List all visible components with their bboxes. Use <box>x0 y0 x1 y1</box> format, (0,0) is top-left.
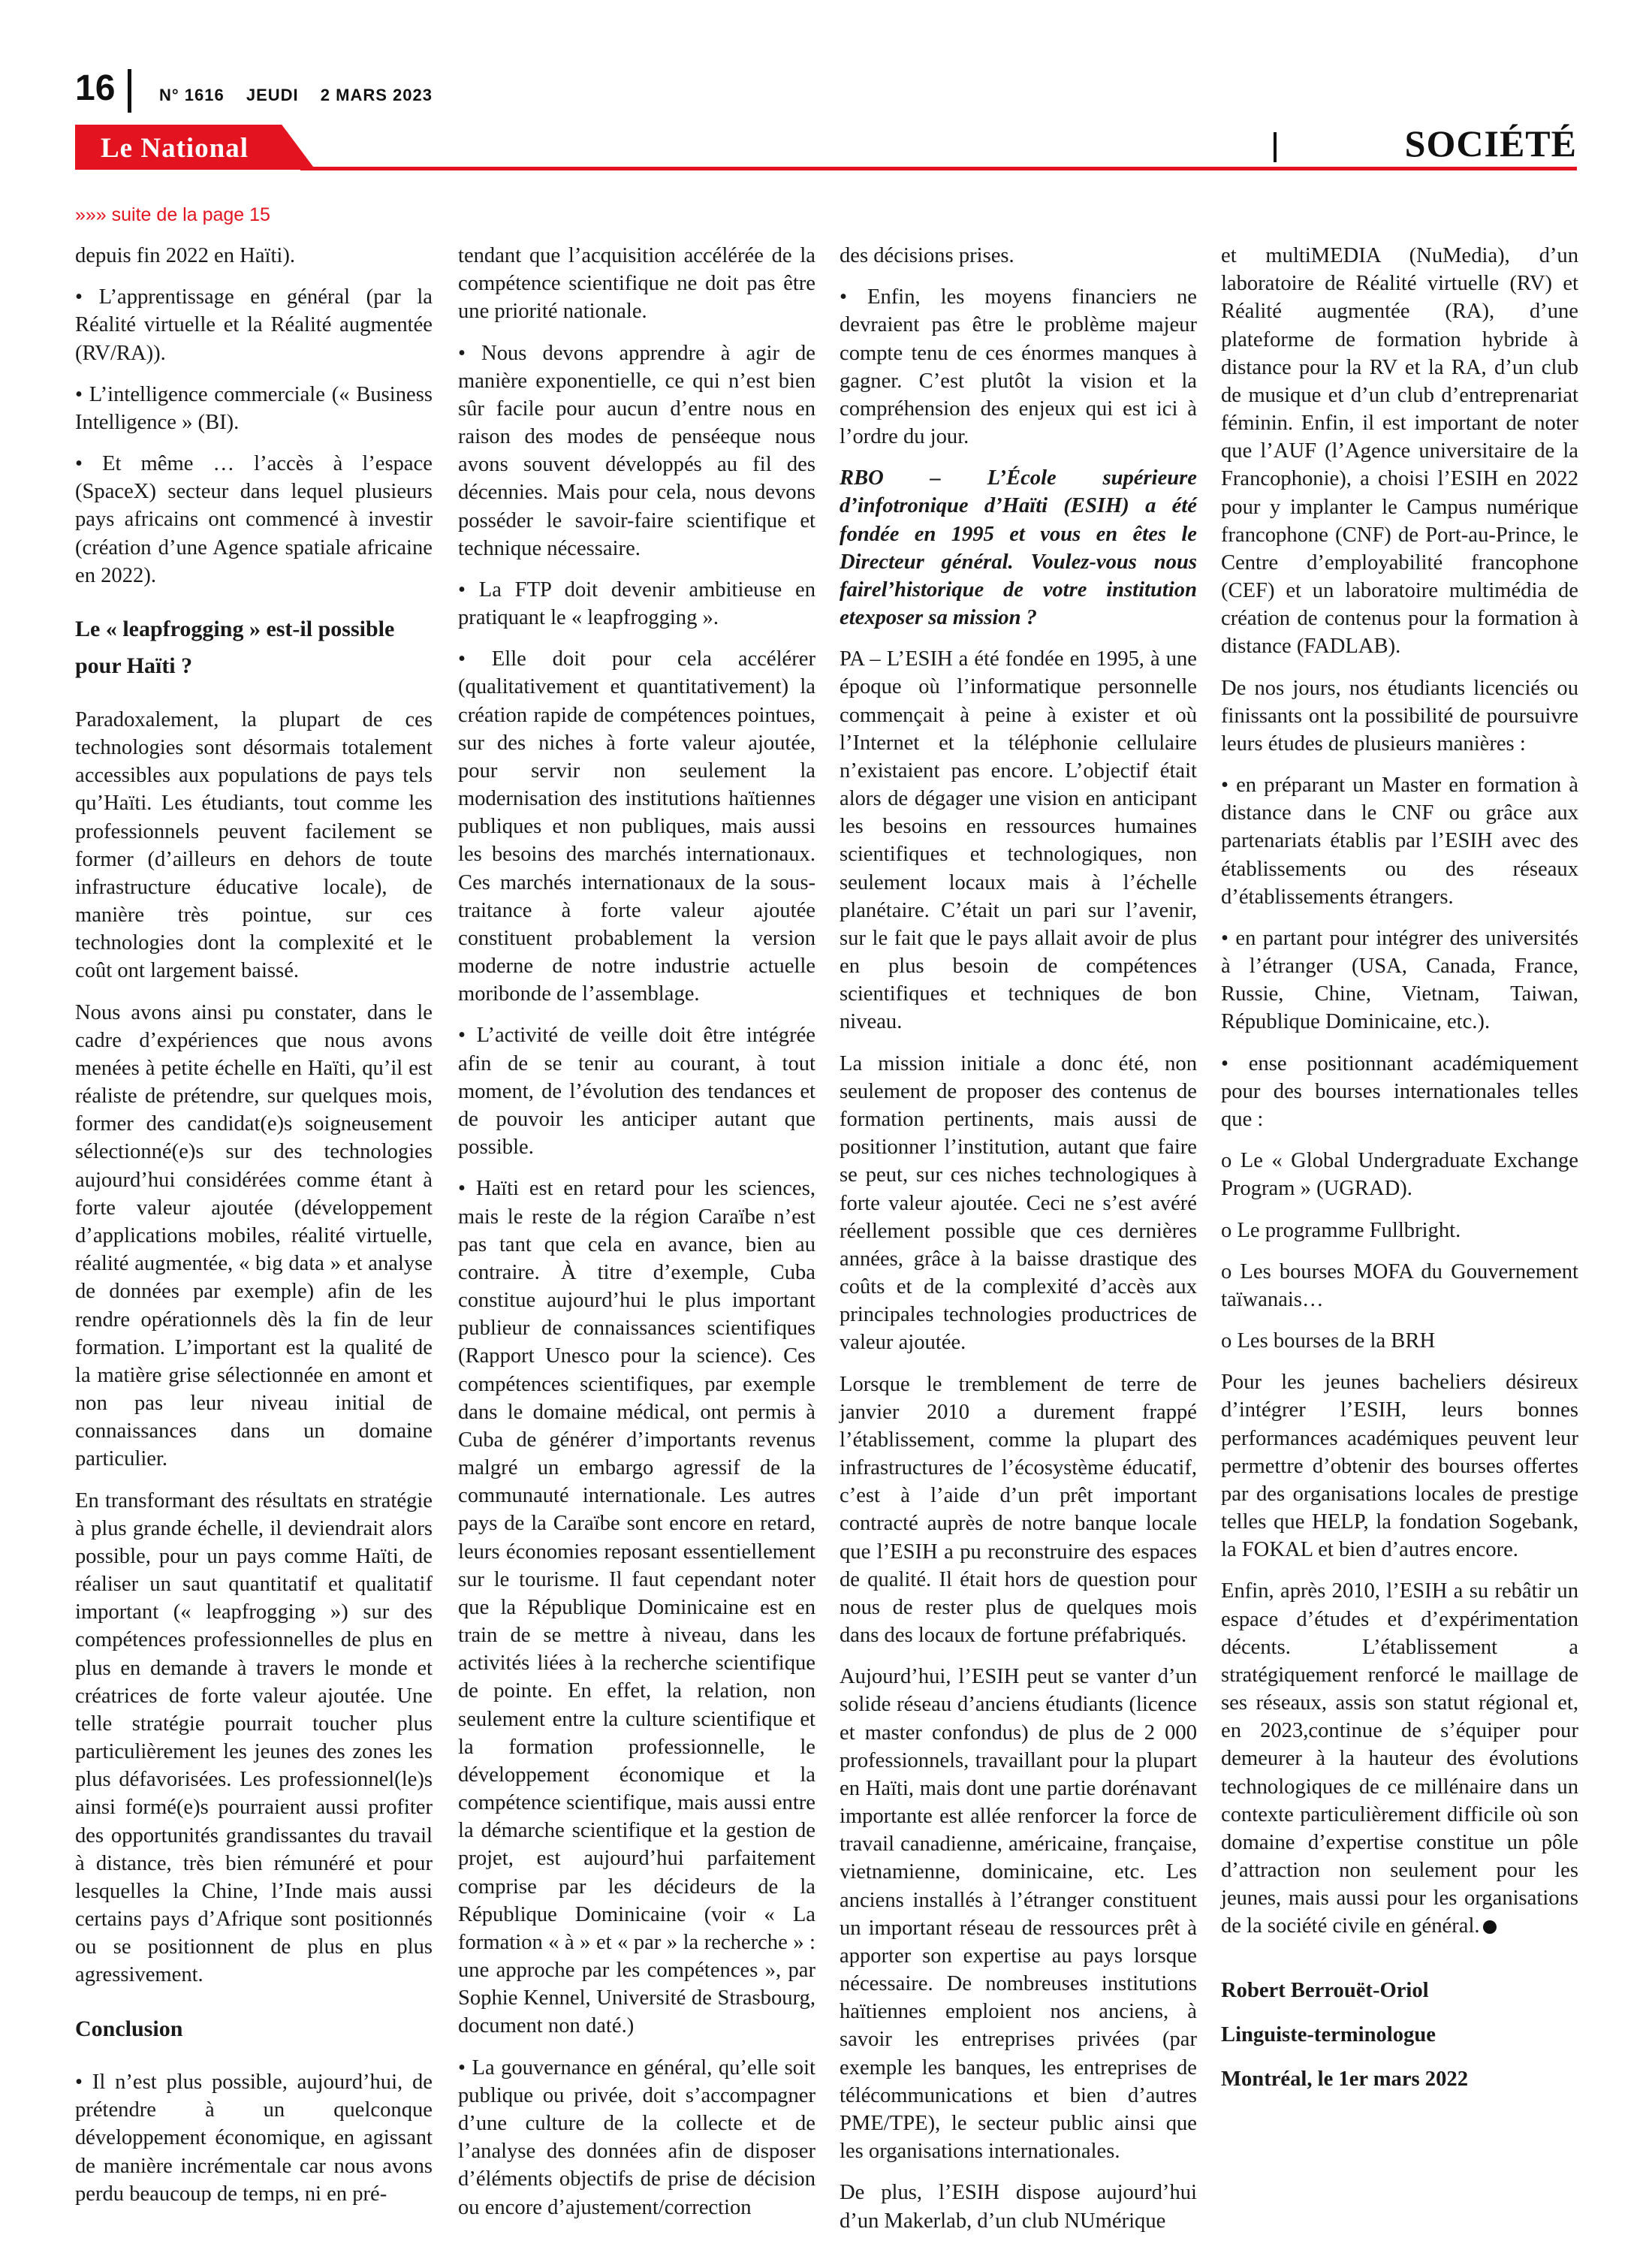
bullet-item: • L’apprentissage en général (par la Réalité virtuelle et la Réalité augmentée (RV/RA)). <box>75 285 433 365</box>
bullet-item: • L’intelligence commerciale (« Business Intelligence » (BI). <box>75 382 433 434</box>
article-column-2 <box>458 242 815 2235</box>
bullet-item: • Haïti est en retard pour les sciences, mais le reste de la région Caraïbe n’est pas tant que cela en avance, bien au contraire. À titre d’exemple, Cuba constitue aujourd’hui le plus important publieur de connaissances scientifiques (Rapport Unesco pour la science). Ces compétences scientifiques, par exemple dans le domaine médical, ont permis à Cuba de générer d’importants revenus malgré un embargo agressif de la communauté internationale. Les autres pays de la Caraïbe sont encore en retard, leurs économies reposant essentiellement sur le tourisme. Il faut cependant noter que la République Dominicaine est en train de se mettre à niveau, dans les activités liées à la recherche scientifique de pointe. En effet, la relation, non seulement entre la culture scientifique et la formation professionnelle, le développement économique et la compétence scientifique, mais aussi entre la démarche scientifique et la gestion de projet, est aujourd’hui parfaitement comprise par les décideurs de la République Dominicaine (voir « La formation « à » et « par » la recherche » : une approche par les compétences », par Sophie Kennel, Université de Strasbourg, document non daté.) <box>458 1177 815 2038</box>
paragraph: tendant que l’acquisition accélérée de la compétence scientifique ne doit pas être une priorité nationale. <box>458 244 815 324</box>
paragraph: De plus, l’ESIH dispose aujourd’hui d’un Makerlab, d’un club NUmérique <box>840 2181 1197 2233</box>
issue-number: N° 1616 <box>159 86 225 104</box>
paragraph: Paradoxalement, la plupart de ces technologies sont désormais totalement accessibles aux populations de pays tels qu’Haïti. Les étudiants, tout comme les professionnels peuvent facilement se former (d’ailleurs en dehors de toute infrastructure éducative locale), de manière très pointue, sur ces technologies dont la complexité et le coût ont largement baissé. <box>75 707 433 983</box>
bullet-item: • Enfin, les moyens financiers ne devraient pas être le problème majeur compte tenu de ces énormes manques à gagner. C’est plutôt la vision et la compréhension des enjeux qui est ici à l’ordre du jour. <box>840 285 1197 449</box>
bullet-item: • La gouvernance en général, qu’elle soit publique ou privée, doit s’accompagner d’une culture de la collecte et de l’analyse des données afin de disposer d’éléments objectifs de prise de décision ou encore d’ajustement/correction <box>458 2055 815 2219</box>
paragraph: des décisions prises. <box>840 244 1014 267</box>
bullet-item: • ense positionnant académiquement pour des bourses internationales telles que : <box>1221 1051 1578 1131</box>
paragraph <box>1221 1577 1578 1940</box>
bullet-item: • Et même … l’accès à l’espace (SpaceX) secteur dans lequel plusieurs pays africains ont commencé à investir (création d’une Agence spatiale africaine en 2022). <box>75 452 433 587</box>
section-title: SOCIÉTÉ <box>1404 122 1577 164</box>
subheading-conclusion: Conclusion <box>75 2016 183 2041</box>
section-divider <box>1274 132 1277 162</box>
dateline: Montréal, le 1er mars 2022 <box>1221 2067 1468 2091</box>
author-name: Robert Berrouët-Oriol <box>1221 1978 1429 2002</box>
paragraph: Nous avons ainsi pu constater, dans le cadre d’expériences que nous avons menées à petite échelle en Haïti, qu’il est réaliste de prétendre, sur quelques mois, former des candidat(e)s soigneusement sélectionné(e)s sur des technologies aujourd’hui considérées comme étant à forte valeur ajoutée (développement d’applications mobiles, réalité virtuelle, réalité augmentée, « big data » et analyse de données par exemple) afin de les rendre opérationnels dès la fin de leur formation. L’important est la qualité de la matière grise sélectionnée en amont et non pas leur niveau initial de connaissances dans un domaine particulier. <box>75 1000 433 1471</box>
issue-day: JEUDI <box>246 86 299 104</box>
bullet-item: • Elle doit pour cela accélérer (qualitativement et quantitativement) la création rapide de compétences pointues, sur des niches à forte valeur ajoutée, pour servir non seulement la modernisation des institutions haïtiennes publiques et non publiques, mais aussi les besoins des marchés internationaux. Ces marchés internationaux de la sous-traitance à forte valeur ajoutée constituent probablement la version moderne de notre industrie actuelle moribonde de l’assemblage. <box>458 647 815 1006</box>
sub-list-item: o Les bourses MOFA du Gouvernement taïwanais… <box>1221 1259 1578 1311</box>
sub-list-item: o Le « Global Undergraduate Exchange Program » (UGRAD). <box>1221 1149 1578 1201</box>
bullet-item: • en partant pour intégrer des universités à l’étranger (USA, Canada, France, Russie, Chine, Vietnam, Taiwan, République Dominicaine, etc.). <box>1221 926 1578 1034</box>
interview-question: RBO – L’École supérieure d’infotronique d’Haïti (ESIH) a été fondée en 1995 et vous en êtes le Directeur général. Voulez-vous nous fairel’historique de votre institution etexposer sa mission ? <box>840 466 1197 630</box>
sub-list-item: o Le programme Fullbright. <box>1221 1218 1461 1242</box>
paragraph: et multiMEDIA (NuMedia), d’un laboratoire de Réalité virtuelle (RV) et Réalité augmentée (RA), d’une plateforme de formation hybride à distance pour la RV et la RA, d’un club de musique et d’un club d’entreprenariat féminin. Enfin, il est important de noter que l’AUF (l’Agence universitaire de la Francophonie), a choisi l’ESIH en 2022 pour y implanter le Campus numérique francophone (CNF) de Port-au-Prince, le Centre d’employabilité francophone (CEF) et un laboratoire multimédia de création de contenus pour la formation à distance (FADLAB). <box>1221 244 1578 659</box>
header-rule <box>300 167 1577 170</box>
page-number-divider <box>128 69 131 113</box>
end-of-article-icon <box>1483 1920 1497 1934</box>
subheading-leapfrogging: Le « leapfrogging » est-il possible pour Haïti ? <box>75 616 395 679</box>
continued-from-note: »»» suite de la page 15 <box>75 204 270 225</box>
bullet-item: • La FTP doit devenir ambitieuse en pratiquant le « leapfrogging ». <box>458 578 815 630</box>
issue-info <box>159 86 449 105</box>
issue-date: 2 MARS 2023 <box>320 86 433 104</box>
article-column-4 <box>1221 242 1578 2110</box>
paragraph: depuis fin 2022 en Haïti). <box>75 244 296 267</box>
bullet-item: • Nous devons apprendre à agir de manière exponentielle, ce qui n’est bien sûr facile pour aucun d’entre nous en raison des modes de penséeque nous avons souvent développés au fil des décennies. Mais pour cela, nous devons posséder le savoir-faire scientifique et technique nécessaire. <box>458 341 815 560</box>
article-column-1 <box>75 242 433 2221</box>
interview-answer: PA – L’ESIH a été fondée en 1995, à une époque où l’informatique personnelle commençait à peine à exister et où l’Internet et la téléphonie cellulaire n’existaient pas encore. L’objectif était alors de dégager une vision en anticipant les besoins en ressources humaines scientifiques et technologiques, non seulement locaux mais à l’échelle planétaire. C’était un pari sur l’avenir, sur le fait que le pays allait avoir de plus en plus besoin de compétences scientifiques et techniques de bon niveau. <box>840 647 1197 1034</box>
bullet-item: • en préparant un Master en formation à distance dans le CNF ou grâce aux partenariats établis par l’ESIH avec des établissements ou des réseaux d’établissements étrangers. <box>1221 774 1578 909</box>
page-number: 16 <box>75 68 116 108</box>
paragraph: Lorsque le tremblement de terre de janvier 2010 a durement frappé l’établissement, comme la plupart des infrastructures de l’écosystème éducatif, c’est à l’aide d’un prêt important contracté auprès de notre banque locale que l’ESIH a pu reconstruire des espaces de qualité. Il était hors de question pour nous de rester plus de quelques mois dans des locaux de fortune préfabriqués. <box>840 1372 1197 1648</box>
paragraph: En transformant des résultats en stratégie à plus grande échelle, il deviendrait alors possible, pour un pays comme Haïti, de réaliser un saut quantitatif et qualitatif important (« leapfrogging ») sur des compétences professionnelles de plus en plus en demande à travers le monde et créatrices de forte valeur ajoutée. Une telle stratégie pourrait toucher plus particulièrement les jeunes des zones les plus défavorisées. Les professionnel(le)s ainsi formé(e)s pourraient aussi profiter des opportunités grandissantes du travail à distance, très bien rémunéré et pour lesquelles la Chine, l’Inde mais aussi certains pays d’Afrique sont positionnés ou se positionnent de plus en plus agressivement. <box>75 1488 433 1987</box>
paragraph: Aujourd’hui, l’ESIH peut se vanter d’un solide réseau d’anciens étudiants (licence et master confondus) de plus de 2 000 professionnels, travaillant pour la plupart en Haïti, mais dont une partie dorénavant importante est allée renforcer la force de travail canadienne, américaine, française, vietnamienne, dominicaine, etc. Les anciens installés à l’étranger constituent un important réseau de ressources prêt à apporter son expertise au pays lorsque nécessaire. De nombreuses institutions haïtiennes emploient nos anciens, à savoir les entreprises privées (par exemple les banques, les entreprises de télécommunications et bien d’autres PME/TPE), le secteur public ainsi que les organisations internationales. <box>840 1665 1197 2164</box>
bullet-item: • Il n’est plus possible, aujourd’hui, de prétendre à un quelconque développement économique, en agissant de manière incrémentale car nous avons perdu beaucoup de temps, ni en pré- <box>75 2071 433 2206</box>
closing-paragraph-text: Enfin, après 2010, l’ESIH a su rebâtir un espace d’études et d’expérimentation décents. L’établissement a stratégiquement renforcé le maillage de ses réseaux, assis son statut régional et, en 2023,continue de s’équiper pour demeurer à la hauteur des évolutions technologiques de ce millénaire dans un contexte particulièrement difficile où son domaine d’expertise constitue un pôle d’attraction non seulement pour les jeunes, mais aussi pour les organisations de la société civile en général. <box>1221 1579 1578 1938</box>
paragraph: Pour les jeunes bacheliers désireux d’intégrer l’ESIH, leurs bonnes performances académiques peuvent leur permettre d’obtenir des bourses offertes par des organisations locales de prestige telles que HELP, la fondation Sogebank, la FOKAL et bien d’autres encore. <box>1221 1371 1578 1562</box>
page-header <box>0 0 1652 180</box>
bullet-item: • L’activité de veille doit être intégrée afin de se tenir au courant, à tout moment, de l’évolution des tendances et de pouvoir les anticiper autant que possible. <box>458 1024 815 1160</box>
masthead-logo: Le National <box>101 133 249 164</box>
author-title: Linguiste-terminologue <box>1221 2022 1436 2046</box>
paragraph: De nos jours, nos étudiants licenciés ou finissants ont la possibilité de poursuivre leurs études de plusieurs manières : <box>1221 676 1578 756</box>
sub-list-item: o Les bourses de la BRH <box>1221 1329 1436 1353</box>
paragraph: La mission initiale a donc été, non seulement de proposer des contenus de formation pertinents, mais aussi de positionner l’institution, autant que faire se peut, sur ces niches technologiques à forte valeur ajoutée. Ceci ne s’est avéré réellement possible que ces dernières années, grâce à la baisse drastique des coûts et de la complexité d’accès aux principales technologies productrices de valeur ajoutée. <box>840 1051 1197 1355</box>
article-column-3 <box>840 242 1197 2248</box>
